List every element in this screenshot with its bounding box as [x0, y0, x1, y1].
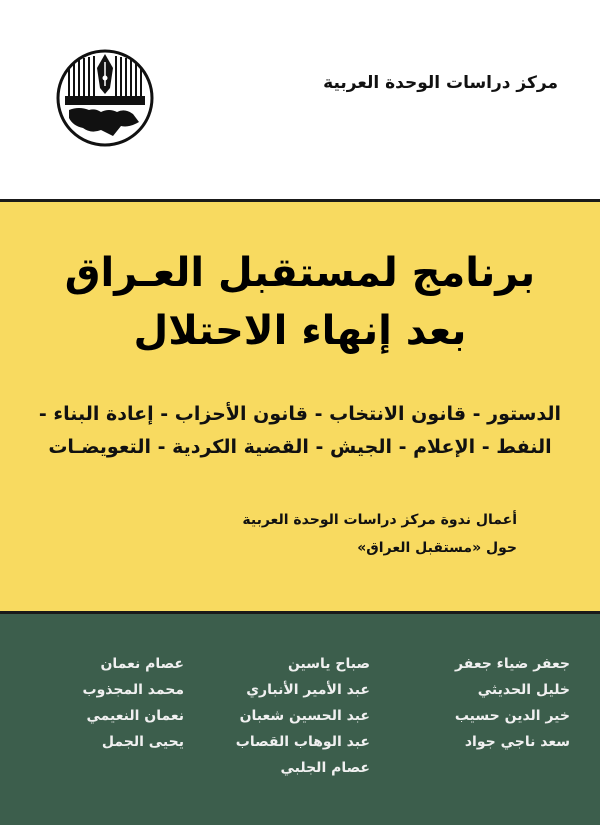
- author-name: عصام نعمان: [100, 656, 184, 672]
- author-name: عصام الجلبي: [280, 760, 370, 776]
- author-name: صباح ياسين: [287, 656, 370, 672]
- author-name: يحيى الجمل: [101, 734, 184, 750]
- author-name: سعد ناجي جواد: [464, 734, 570, 750]
- proceedings-line-1: أعمال ندوة مركز دراسات الوحدة العربية: [242, 512, 517, 528]
- author-name: نعمان النعيمي: [86, 708, 184, 724]
- authors-column-2: [236, 651, 370, 781]
- author-name: محمد المجذوب: [82, 682, 184, 698]
- book-title-line-2: بعد إنهاء الاحتلال: [133, 308, 467, 354]
- authors-column-1: [455, 651, 570, 755]
- author-name: عبد الأمير الأنباري: [246, 682, 370, 698]
- proceedings-line-2: حول «مستقبل العراق»: [357, 540, 517, 556]
- pen-nib-arab-map-logo: [55, 48, 155, 148]
- author-name: عبد الحسين شعبان: [239, 708, 370, 724]
- publisher-name: مركز دراسات الوحدة العربية: [323, 73, 558, 93]
- author-name: خير الدين حسيب: [454, 708, 570, 724]
- author-name: عبد الوهاب القصاب: [235, 734, 370, 750]
- topics-line-2: النفط - الإعلام - الجيش - القضية الكردية - التعويضـات: [48, 436, 552, 458]
- authors-column-3: [83, 651, 185, 755]
- author-name: جعفر ضياء جعفر: [455, 656, 570, 672]
- topics-line-1: الدستور - قانون الانتخاب - قانون الأحزاب - إعادة البناء -: [38, 403, 562, 425]
- author-name: خليل الحديثي: [477, 682, 570, 698]
- book-title-line-1: برنامج لمستقبل العـراق: [64, 250, 536, 296]
